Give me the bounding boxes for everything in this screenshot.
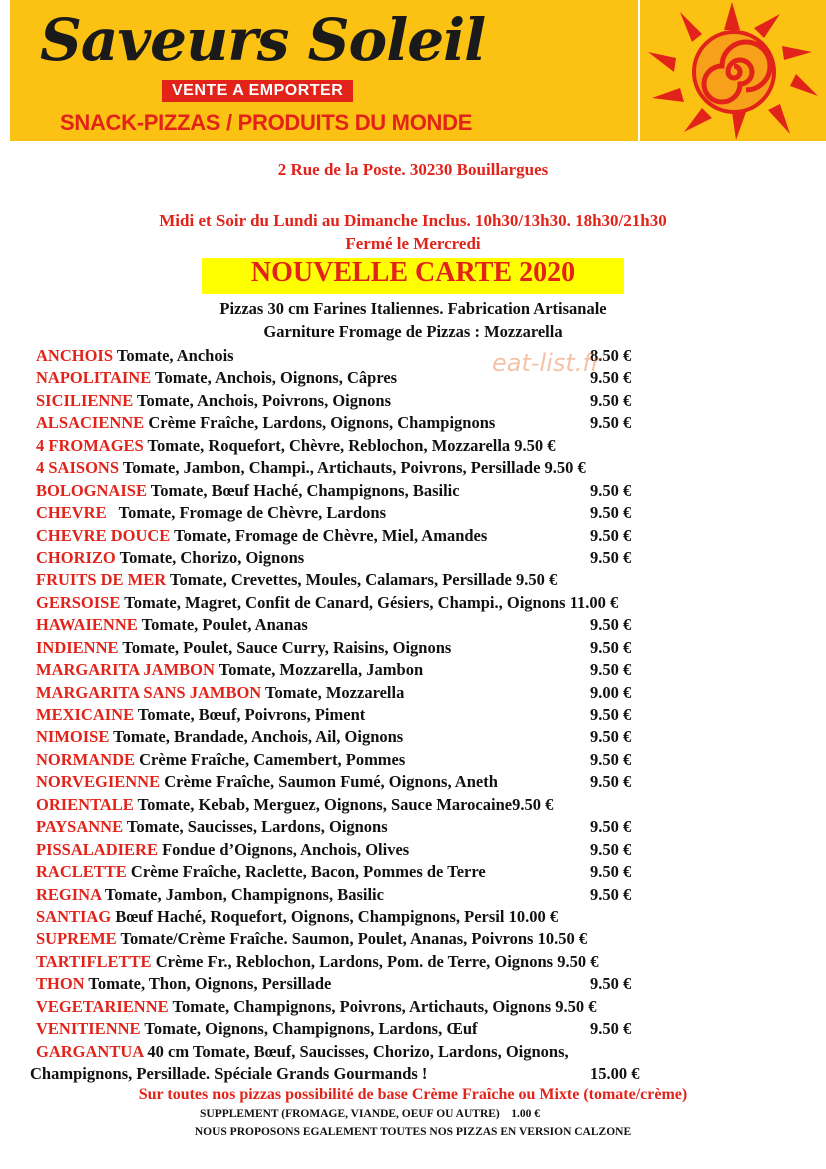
- pizza-info: Pizzas 30 cm Farines Italiennes. Fabrication Artisanale: [219, 299, 607, 318]
- menu-item: NORMANDE Crème Fraîche, Camembert, Pommes 9.50 €: [36, 749, 632, 769]
- watermark: eat-list.fr: [492, 349, 601, 377]
- menu-item: MARGARITA SANS JAMBON Tomate, Mozzarella 9.00 €: [36, 682, 632, 702]
- menu-item: GARGANTUA 40 cm Tomate, Bœuf, Saucisses, Chorizo, Lardons, Oignons,: [36, 1041, 569, 1061]
- header-subtitle: SNACK-PIZZAS / PRODUITS DU MONDE: [60, 110, 473, 135]
- menu-item: GERSOISE Tomate, Magret, Confit de Canard, Gésiers, Champi., Oignons 11.00 €: [36, 592, 619, 612]
- menu-item: CHORIZO Tomate, Chorizo, Oignons 9.50 €: [36, 547, 632, 567]
- sun-logo: [640, 0, 826, 141]
- menu-item: 4 SAISONS Tomate, Jambon, Champi., Artichauts, Poivrons, Persillade 9.50 €: [36, 458, 586, 478]
- menu-item-continuation: Champignons, Persillade. Spéciale Grands Gourmands ! 15.00 €: [30, 1064, 640, 1083]
- supplement-note: SUPPLEMENT (FROMAGE, VIANDE, OEUF OU AUTRE) 1.00 €: [200, 1108, 541, 1120]
- menu-item: NIMOISE Tomate, Brandade, Anchois, Ail, Oignons 9.50 €: [36, 727, 632, 747]
- sun-icon: [640, 0, 826, 141]
- menu-item: SUPREME Tomate/Crème Fraîche. Saumon, Poulet, Ananas, Poivrons 10.50 €: [36, 929, 588, 949]
- menu-item: VEGETARIENNE Tomate, Champignons, Poivrons, Artichauts, Oignons 9.50 €: [36, 996, 597, 1016]
- menu-item: FRUITS DE MER Tomate, Crevettes, Moules, Calamars, Persillade 9.50 €: [36, 570, 558, 590]
- menu-item: NORVEGIENNE Crème Fraîche, Saumon Fumé, Oignons, Aneth 9.50 €: [36, 772, 632, 792]
- menu-item: MARGARITA JAMBON Tomate, Mozzarella, Jambon 9.50 €: [36, 660, 632, 680]
- brand-logo-text: Saveurs Soleil: [40, 6, 486, 74]
- menu-item: THON Tomate, Thon, Oignons, Persillade 9.50 €: [36, 974, 632, 994]
- menu-item: CHEVRE Tomate, Fromage de Chèvre, Lardons 9.50 €: [36, 503, 632, 523]
- menu-item: PAYSANNE Tomate, Saucisses, Lardons, Oignons 9.50 €: [36, 817, 632, 837]
- menu-item: HAWAIENNE Tomate, Poulet, Ananas 9.50 €: [36, 615, 632, 635]
- header-banner: [10, 0, 638, 141]
- menu-item: ALSACIENNE Crème Fraîche, Lardons, Oignons, Champignons 9.50 €: [36, 413, 632, 433]
- menu-item: MEXICAINE Tomate, Bœuf, Poivrons, Piment 9.50 €: [36, 705, 632, 724]
- menu-item: SICILIENNE Tomate, Anchois, Poivrons, Oignons 9.50 €: [36, 390, 632, 410]
- menu-item: NAPOLITAINE Tomate, Anchois, Oignons, Câpres 9.50 €: [36, 368, 632, 388]
- menu-item: RACLETTE Crème Fraîche, Raclette, Bacon, Pommes de Terre 9.50 €: [36, 862, 632, 882]
- menu-item: 4 FROMAGES Tomate, Roquefort, Chèvre, Reblochon, Mozzarella 9.50 €: [36, 435, 556, 455]
- menu-item: SANTIAG Bœuf Haché, Roquefort, Oignons, Champignons, Persil 10.00 €: [36, 906, 559, 926]
- pizza-menu: [30, 346, 816, 1086]
- menu-item: PISSALADIERE Fondue d’Oignons, Anchois, Olives 9.50 €: [36, 839, 632, 859]
- base-note: Sur toutes nos pizzas possibilité de base Crème Fraîche ou Mixte (tomate/crème): [138, 1086, 688, 1103]
- address: 2 Rue de la Poste. 30230 Bouillargues: [277, 160, 549, 179]
- closed-day: Fermé le Mercredi: [345, 234, 481, 253]
- page-title: NOUVELLE CARTE 2020: [250, 257, 576, 288]
- menu-item: ANCHOIS Tomate, Anchois 8.50 €: [36, 346, 632, 365]
- menu-item: TARTIFLETTE Crème Fr., Reblochon, Lardons, Pom. de Terre, Oignons 9.50 €: [36, 951, 599, 971]
- menu-item: INDIENNE Tomate, Poulet, Sauce Curry, Raisins, Oignons 9.50 €: [36, 637, 632, 657]
- menu-item: CHEVRE DOUCE Tomate, Fromage de Chèvre, Miel, Amandes 9.50 €: [36, 525, 632, 545]
- menu-item: REGINA Tomate, Jambon, Champignons, Basilic 9.50 €: [36, 884, 632, 904]
- cheese-info: Garniture Fromage de Pizzas : Mozzarella: [263, 322, 563, 341]
- menu-item: BOLOGNAISE Tomate, Bœuf Haché, Champignons, Basilic 9.50 €: [36, 480, 632, 500]
- menu-item: VENITIENNE Tomate, Oignons, Champignons, Lardons, Œuf 9.50 €: [36, 1019, 632, 1039]
- opening-hours: Midi et Soir du Lundi au Dimanche Inclus. 10h30/13h30. 18h30/21h30: [159, 211, 667, 230]
- calzone-note: NOUS PROPOSONS EGALEMENT TOUTES NOS PIZZAS EN VERSION CALZONE: [194, 1126, 632, 1138]
- tagline-badge: VENTE A EMPORTER: [162, 80, 353, 102]
- menu-item: ORIENTALE Tomate, Kebab, Merguez, Oignons, Sauce Marocaine9.50 €: [36, 794, 554, 814]
